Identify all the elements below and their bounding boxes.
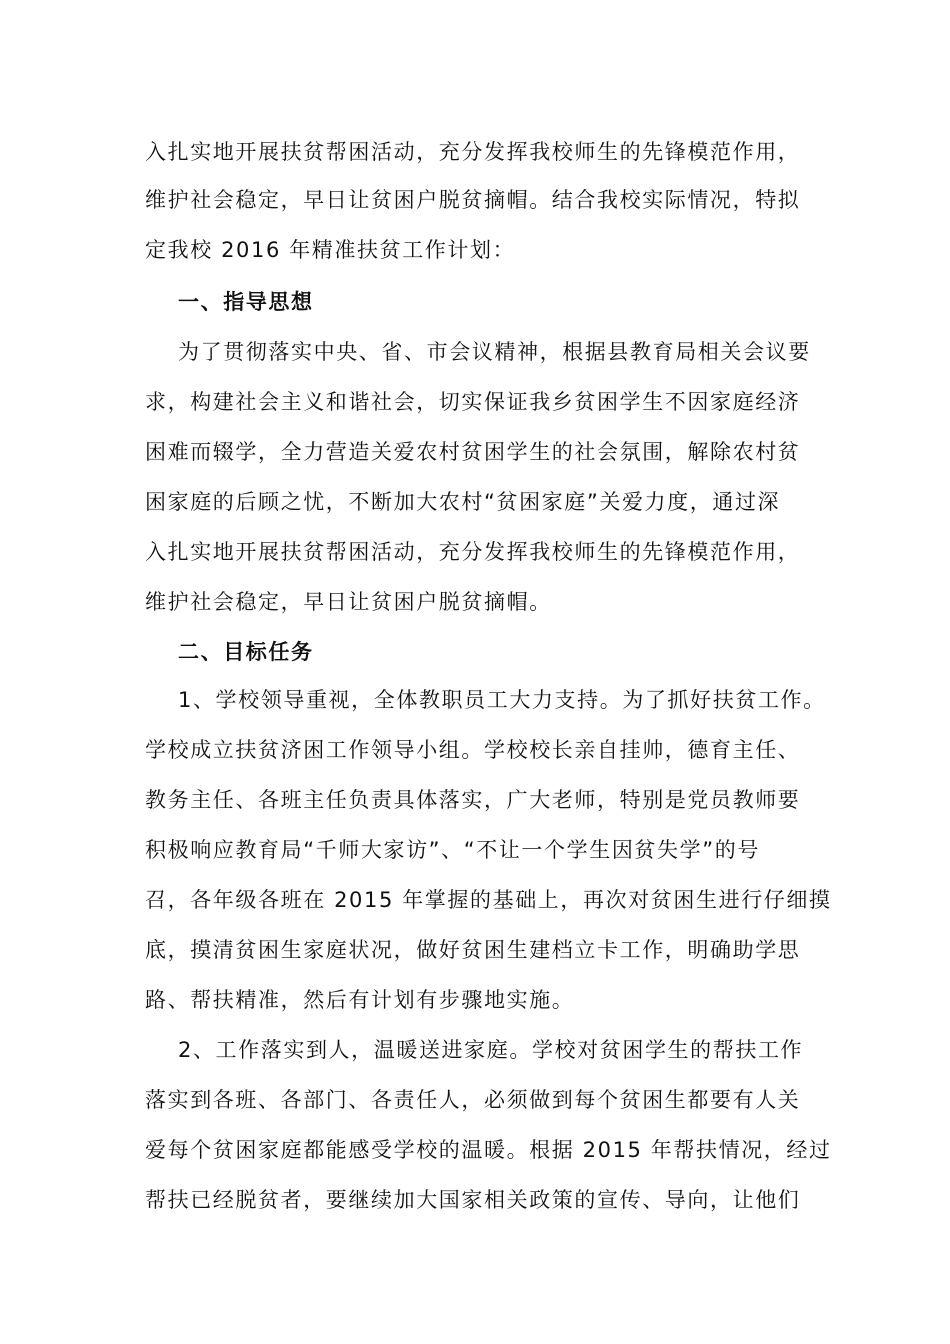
paragraph-line: 路、帮扶精准，然后有计划有步骤地实施。 (145, 988, 575, 1012)
paragraph-line: 落实到各班、各部门、各责任人，必须做到每个贫困生都要有人关 (145, 1088, 801, 1112)
paragraph-line: 积极响应教育局“千师大家访”、“不让一个学生因贫失学”的号 (145, 838, 760, 862)
intro-line: 定我校 2016 年精准扶贫工作计划： (145, 238, 516, 262)
paragraph-line: 为了贯彻落实中央、省、市会议精神，根据县教育局相关会议要 (178, 340, 811, 364)
paragraph-line: 1、学校领导重视，全体教职员工大力支持。为了抓好扶贫工作。 (178, 688, 826, 712)
paragraph-line: 求，构建社会主义和谐社会，切实保证我乡贫困学生不因家庭经济 (145, 390, 801, 414)
paragraph-line: 维护社会稳定，早日让贫困户脱贫摘帽。 (145, 590, 552, 614)
intro-line: 入扎实地开展扶贫帮困活动，充分发挥我校师生的先锋模范作用， (145, 140, 801, 164)
paragraph-line: 教务主任、各班主任负责具体落实，广大老师，特别是党员教师要 (145, 788, 801, 812)
paragraph-line: 学校成立扶贫济困工作领导小组。学校校长亲自挂帅，德育主任、 (145, 738, 801, 762)
paragraph-line: 爱每个贫困家庭都能感受学校的温暖。根据 2015 年帮扶情况，经过 (145, 1138, 832, 1162)
section-heading: 一、指导思想 (178, 290, 314, 314)
paragraph-line: 困难而辍学，全力营造关爱农村贫困学生的社会氛围，解除农村贫 (145, 440, 801, 464)
intro-line: 维护社会稳定，早日让贫困户脱贫摘帽。结合我校实际情况，特拟 (145, 188, 801, 212)
paragraph-line: 底，摸清贫困生家庭状况，做好贫困生建档立卡工作，明确助学思 (145, 938, 801, 962)
paragraph-line: 入扎实地开展扶贫帮困活动，充分发挥我校师生的先锋模范作用， (145, 540, 801, 564)
paragraph-line: 帮扶已经脱贫者，要继续加大国家相关政策的宣传、导向，让他们 (145, 1188, 801, 1212)
paragraph-line: 召，各年级各班在 2015 年掌握的基础上，再次对贫困生进行仔细摸 (145, 888, 832, 912)
section-heading: 二、目标任务 (178, 640, 314, 664)
paragraph-line: 困家庭的后顾之忧，不断加大农村“贫困家庭”关爱力度，通过深 (145, 490, 781, 514)
paragraph-line: 2、工作落实到人，温暖送进家庭。学校对贫困学生的帮扶工作 (178, 1038, 804, 1062)
